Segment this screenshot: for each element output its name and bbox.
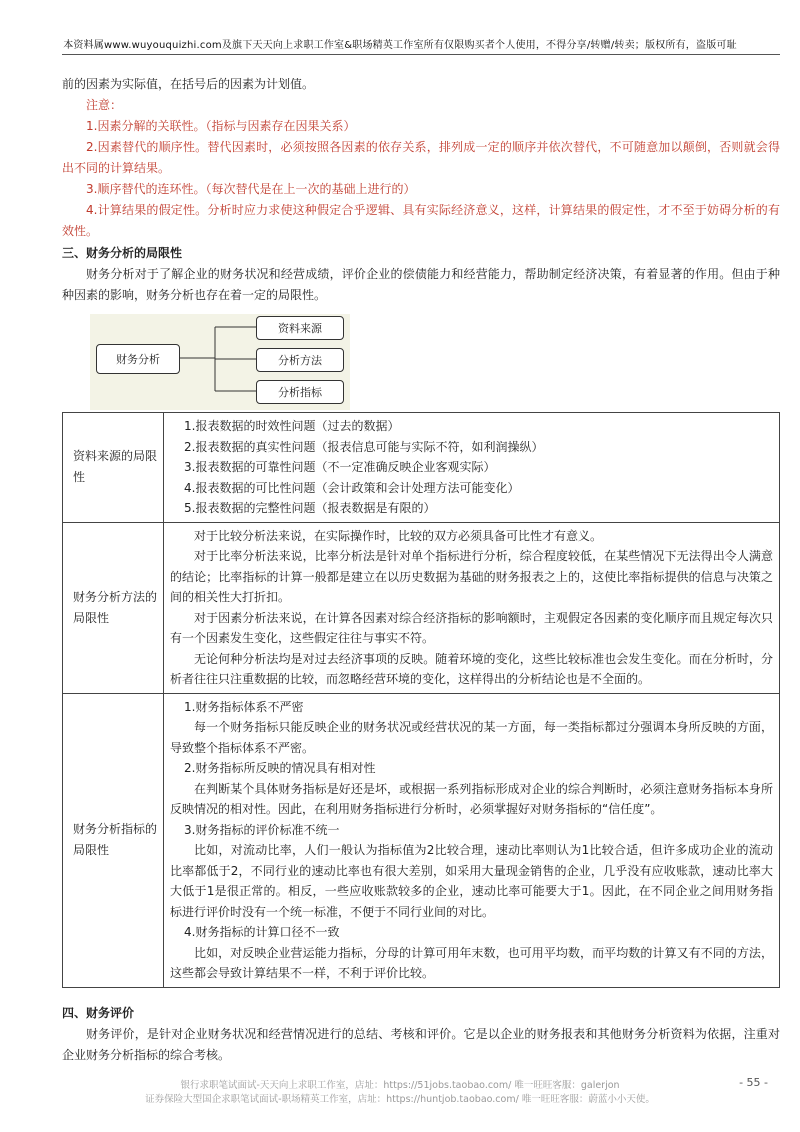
list-item: 3.报表数据的可靠性问题（不一定准确反映企业客观实际）	[184, 460, 496, 474]
footer-line: 证券保险大型国企求职笔试面试-职场精英工作室，店址：https://huntjob.taobao.com/ 唯一旺旺客服：蔚蓝小小天使。	[145, 1094, 655, 1105]
sub-heading: 2.财务指标所反映的情况具有相对性	[184, 761, 376, 775]
list-item: 4.报表数据的可比性问题（会计政策和会计处理方法可能变化）	[184, 480, 520, 495]
diagram-main-node: 财务分析	[96, 344, 180, 374]
limitations-table	[62, 412, 780, 988]
row-label: 财务分析指标的局限性	[63, 693, 164, 987]
sub-heading: 4.财务指标的计算口径不一致	[184, 925, 340, 939]
notes-title: 注意：	[86, 98, 123, 112]
diagram-branch-node: 资料来源	[256, 316, 344, 340]
note-item: 4.计算结果的假定性。分析时应力求使这种假定合乎逻辑、具有实际经济意义，这样，计算结果的假定性，才不至于妨碍分析的有效性。	[62, 203, 780, 238]
section-title: 四、财务评价	[62, 1005, 135, 1020]
table-row	[63, 413, 780, 523]
list-item: 2.报表数据的真实性问题（报表信息可能与实际不符，如利润操纵）	[184, 439, 544, 454]
diagram-branch-node: 分析方法	[256, 348, 344, 372]
row-paragraph: 对于比率分析法来说，比率分析法是针对单个指标进行分析，综合程度较低，在某些情况下无法得出令人满意的结论；比率指标的计算一般都是建立在以历史数据为基础的财务报表之上的，这使比率指标提供的信息与决策之间的相关性大打折扣。	[170, 549, 773, 604]
note-item: 2.因素替代的顺序性。替代因素时，必须按照各因素的依存关系，排列成一定的顺序并依次替代，不可随意加以颠倒，否则就会得出不同的计算结果。	[62, 140, 780, 175]
row-body	[164, 522, 780, 693]
intro-text: 前的因素为实际值，在括号后的因素为计划值。	[62, 77, 315, 91]
header-rule	[62, 54, 780, 55]
note-item: 1.因素分解的关联性。（指标与因素存在因果关系）	[86, 119, 356, 133]
footer-line: 银行求职笔试面试-天天向上求职工作室，店址：https://51jobs.taobao.com/ 唯一旺旺客服：galerjon	[180, 1080, 620, 1091]
row-body	[164, 413, 780, 523]
row-paragraph: 对于因素分析法来说，在计算各因素对综合经济指标的影响额时，主观假定各因素的变化顺序而且规定每次只有一个因素发生变化，这些假定往往与事实不符。	[170, 610, 773, 645]
section-title: 三、财务分析的局限性	[62, 246, 183, 260]
sub-heading: 3.财务指标的评价标准不统一	[184, 822, 340, 837]
section-paragraph: 财务分析对于了解企业的财务状况和经营成绩，评价企业的偿债能力和经营能力，帮助制定经济决策，有着显著的作用。但由于种种因素的影响，财务分析也存在着一定的局限性。	[62, 267, 780, 302]
table-row	[63, 522, 780, 693]
page-header: 本资料属www.wuyouquizhi.com及旗下天天向上求职工作室&职场精英工作室所有仅限购买者个人使用，不得分享/转赠/转卖；版权所有，盗版可耻	[63, 40, 737, 51]
note-item: 3.顺序替代的连环性。（每次替代是在上一次的基础上进行的）	[86, 182, 416, 196]
row-paragraph: 对于比较分析法来说，在实际操作时，比较的双方必须具备可比性才有意义。	[194, 528, 603, 543]
diagram-branch-node: 分析指标	[256, 380, 344, 404]
row-paragraph: 无论何种分析法均是对过去经济事项的反映。随着环境的变化，这些比较标准也会发生变化。而在分析时，分析者往往只注重数据的比较，而忽略经营环境的变化，这样得出的分析结论也是不全面的。	[170, 651, 773, 686]
structure-diagram	[90, 314, 350, 410]
row-paragraph: 在判断某个具体财务指标是好还是坏，或根据一系列指标形成对企业的综合判断时，必须注意财务指标本身所反映情况的相对性。因此，在利用财务指标进行分析时，必须掌握好对财务指标的“信任度”。	[170, 781, 773, 816]
notes-list	[62, 116, 780, 242]
list-item: 5.报表数据的完整性问题（报表数据是有限的）	[184, 501, 436, 515]
row-paragraph: 每一个财务指标只能反映企业的财务状况或经营状况的某一方面，每一类指标都过分强调本身所反映的方面，导致整个指标体系不严密。	[170, 720, 773, 755]
row-body	[164, 693, 780, 987]
row-label: 财务分析方法的局限性	[63, 522, 164, 693]
row-paragraph: 比如，对反映企业营运能力指标，分母的计算可用年末数，也可用平均数，而平均数的计算又有不同的方法，这些都会导致计算结果不一样，不利于评价比较。	[170, 945, 773, 980]
row-label: 资料来源的局限性	[63, 413, 164, 523]
page-number: - 55 -	[739, 1076, 768, 1089]
list-item: 1.报表数据的时效性问题（过去的数据）	[184, 419, 400, 433]
table-row	[63, 693, 780, 987]
sub-heading: 1.财务指标体系不严密	[184, 699, 304, 714]
section-paragraph: 财务评价，是针对企业财务状况和经营情况进行的总结、考核和评价。它是以企业的财务报表和其他财务分析资料为依据，注重对企业财务分析指标的综合考核。	[62, 1026, 780, 1062]
row-paragraph: 比如，对流动比率，人们一般认为指标值为2比较合理，速动比率则认为1比较合适，但许多成功企业的流动比率都低于2，不同行业的速动比率也有很大差别，如采用大量现金销售的企业，几乎没有应收账款，速动比率大大低于1是很正常的。相反，一些应收账款较多的企业，速动比率可能要大于1。因此，在不同企业之间用财务指标进行评价时没有一个统一标准，不便于不同行业间的对比。	[170, 843, 773, 919]
page-content	[62, 74, 780, 1066]
